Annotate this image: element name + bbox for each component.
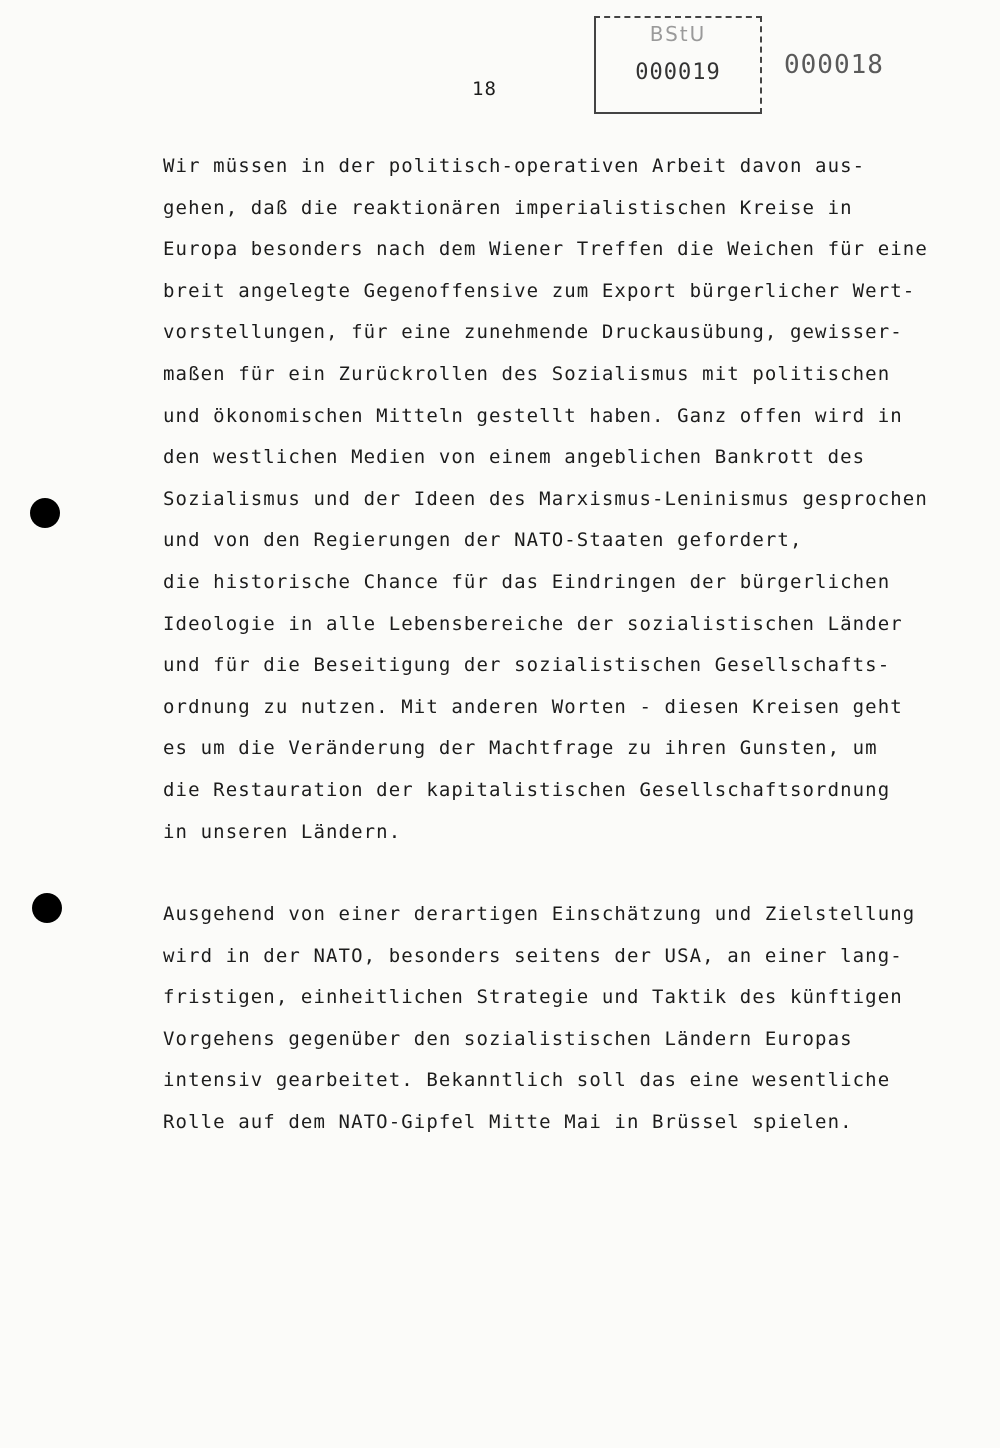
text-line: wird in der NATO, besonders seitens der USA, an einer lang- [163, 944, 903, 967]
text-line: den westlichen Medien von einem angeblichen Bankrott des [163, 446, 866, 469]
text-line: Europa besonders nach dem Wiener Treffen die Weichen für eine [163, 238, 928, 261]
text-line: ordnung zu nutzen. Mit anderen Worten - diesen Kreisen geht [163, 695, 903, 718]
text-line: Rolle auf dem NATO-Gipfel Mitte Mai in Brüssel spielen. [163, 1110, 853, 1133]
text-line: und ökonomischen Mitteln gestellt haben. Ganz offen wird in [163, 404, 903, 427]
text-line: gehen, daß die reaktionären imperialistischen Kreise in [163, 196, 853, 219]
paragraph-1 [163, 146, 928, 853]
text-line: es um die Veränderung der Machtfrage zu ihren Gunsten, um [163, 737, 878, 760]
text-line: und für die Beseitigung der sozialistischen Gesellschafts- [163, 654, 891, 677]
stamp-number: 000019 [635, 60, 721, 85]
punch-hole-upper [30, 498, 60, 528]
text-line: Sozialismus und der Ideen des Marxismus-Leninismus gesprochen [163, 487, 928, 510]
text-line: Vorgehens gegenüber den sozialistischen Ländern Europas [163, 1027, 853, 1050]
text-line: Ausgehend von einer derartigen Einschätzung und Zielstellung [163, 903, 916, 925]
text-line: Wir müssen in der politisch-operativen Arbeit davon aus- [163, 155, 866, 177]
text-line: maßen für ein Zurückrollen des Sozialismus mit politischen [163, 362, 891, 385]
archive-page-number: 000018 [784, 50, 884, 80]
archive-stamp [594, 16, 762, 114]
punch-hole-lower [32, 893, 62, 923]
text-line: fristigen, einheitlichen Strategie und Taktik des künftigen [163, 986, 903, 1009]
text-line: vorstellungen, für eine zunehmende Druckausübung, gewisser- [163, 321, 903, 344]
page-number: 18 [472, 78, 497, 100]
text-line: und von den Regierungen der NATO-Staaten gefordert, [163, 529, 803, 552]
text-line: Ideologie in alle Lebensbereiche der sozialistischen Länder [163, 612, 903, 635]
text-line: in unseren Ländern. [163, 820, 402, 843]
paragraph-2 [163, 894, 923, 1144]
stamp-title: BStU [649, 22, 707, 46]
text-line: intensiv gearbeitet. Bekanntlich soll das eine wesentliche [163, 1069, 891, 1092]
text-line: die historische Chance für das Eindringen der bürgerlichen [163, 570, 891, 593]
text-line: breit angelegte Gegenoffensive zum Export bürgerlicher Wert- [163, 279, 916, 302]
text-line: die Restauration der kapitalistischen Gesellschaftsordnung [163, 778, 891, 801]
